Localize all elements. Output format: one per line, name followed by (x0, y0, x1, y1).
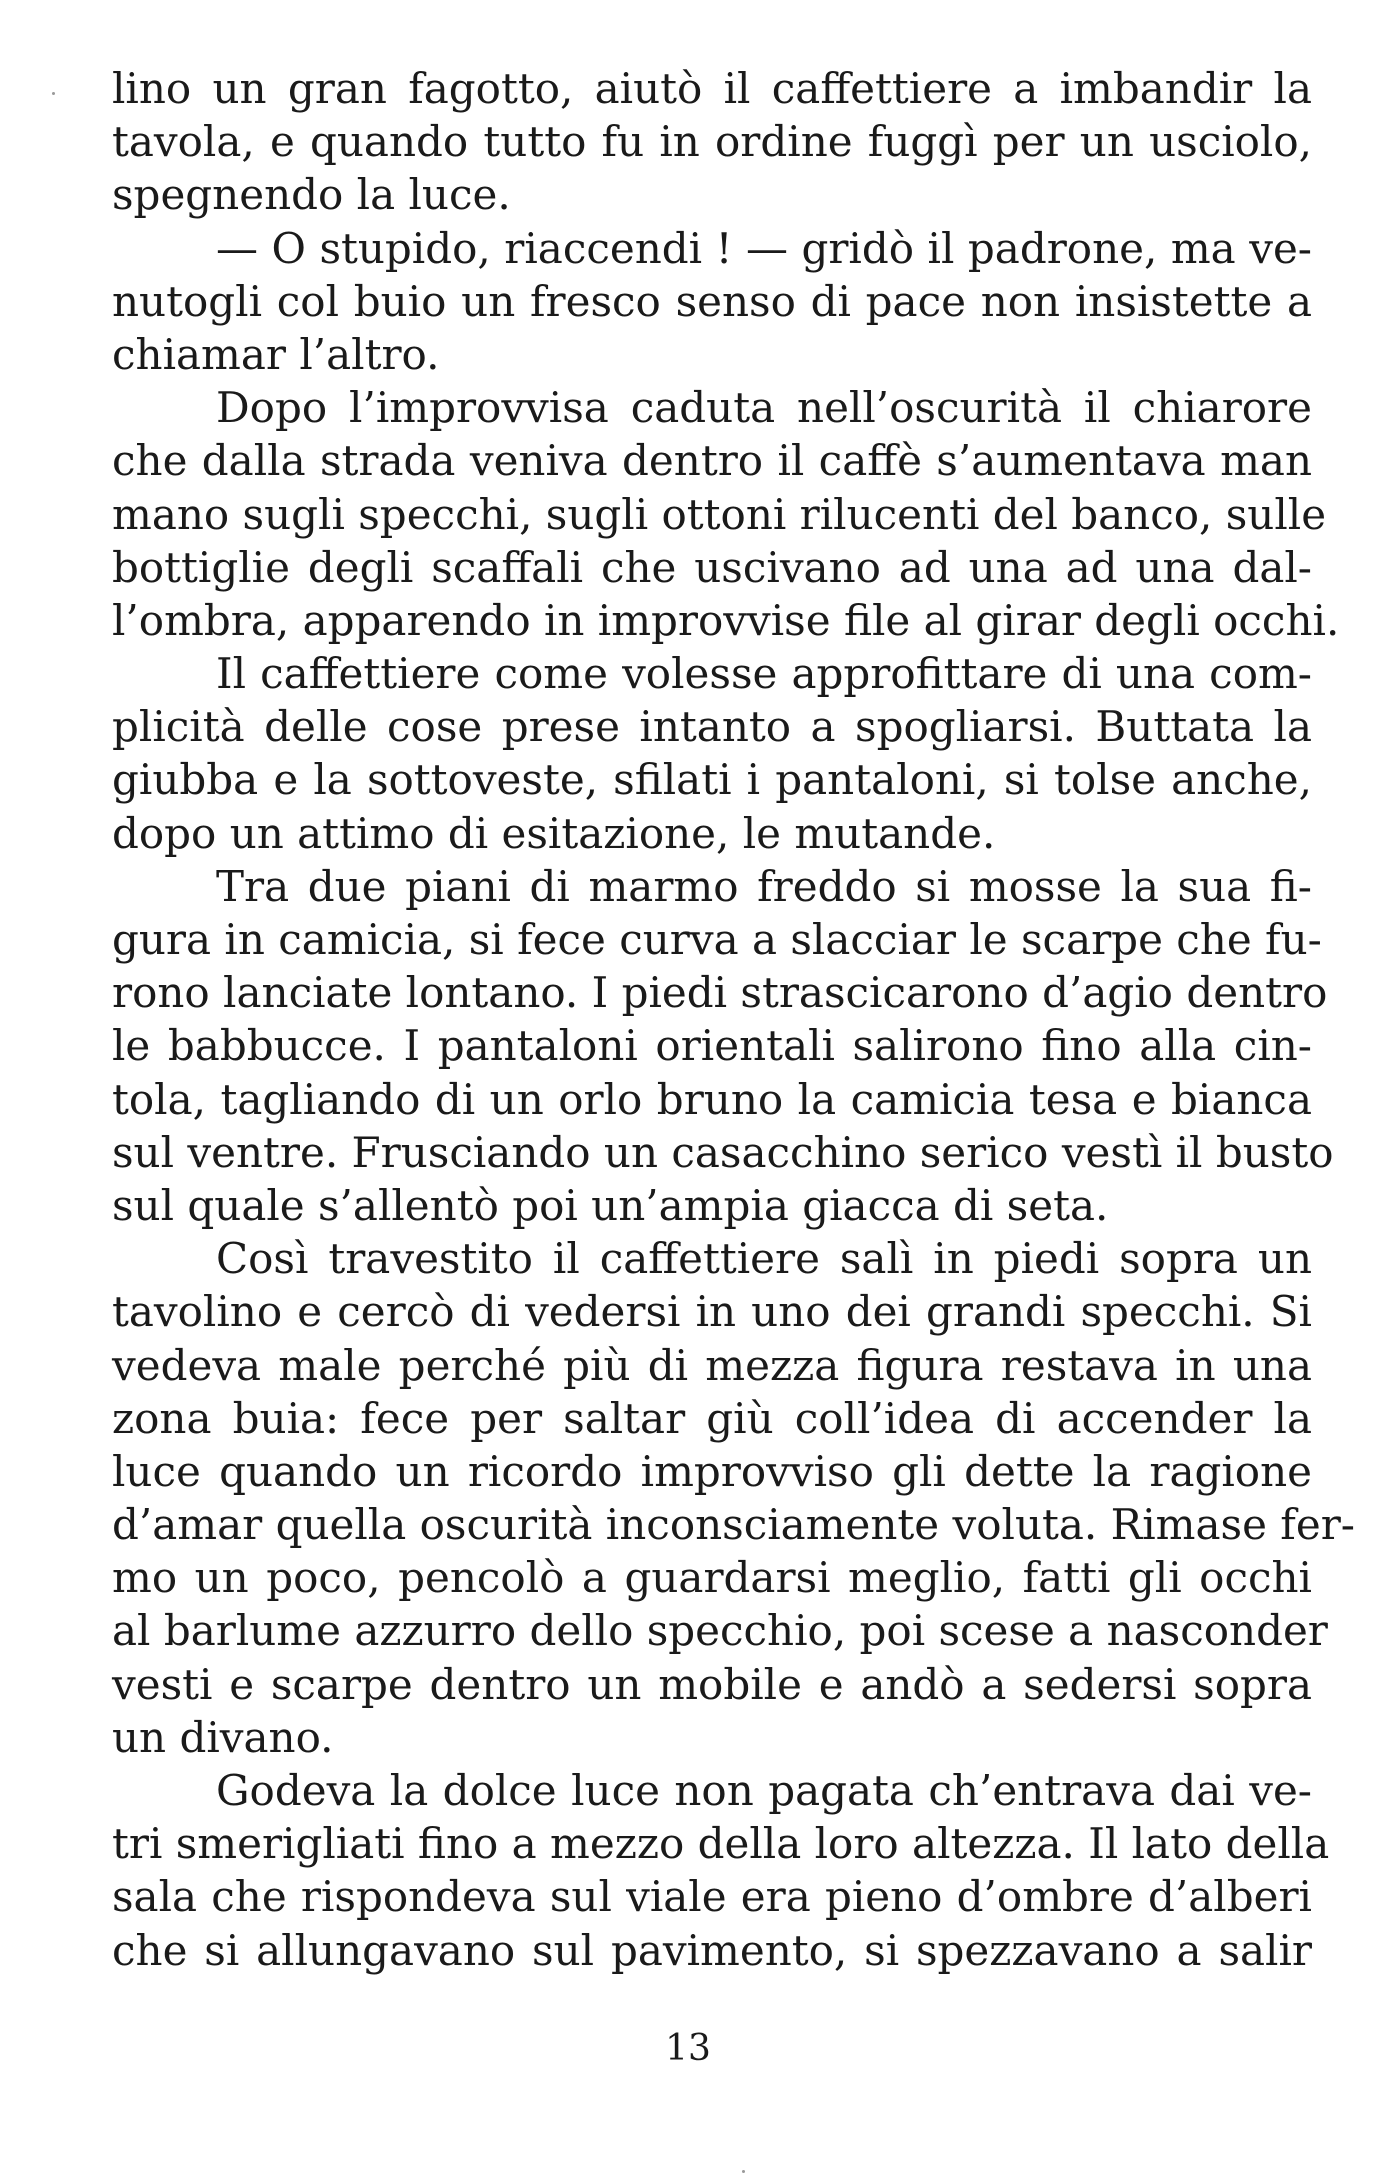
text-line (112, 222, 1312, 275)
text-line-content: mano sugli specchi, sugli ottoni rilucenti del banco, sulle (112, 489, 1327, 539)
body-text (112, 62, 1355, 1977)
text-line (112, 275, 1312, 328)
text-line (112, 807, 1312, 860)
text-line (112, 1870, 1312, 1923)
text-line-content: giubba e la sottoveste, sfilati i pantaloni, si tolse anche, (112, 755, 1312, 805)
text-line-content: chiamar l’altro. (112, 329, 440, 379)
text-line-content: dopo un attimo di esitazione, le mutande. (112, 808, 996, 858)
text-line (112, 1658, 1312, 1711)
text-line (112, 1019, 1312, 1072)
text-line (112, 753, 1312, 806)
text-line (112, 913, 1322, 966)
text-line (112, 1764, 1312, 1817)
text-line (112, 1445, 1312, 1498)
text-line (112, 1817, 1330, 1870)
text-line (112, 1498, 1355, 1551)
text-line (112, 1392, 1312, 1445)
text-line (112, 860, 1312, 913)
text-line-content: tri smerigliati fino a mezzo della loro altezza. Il lato della (112, 1819, 1330, 1869)
text-line (112, 700, 1312, 753)
text-line (112, 1232, 1312, 1285)
text-line-content: Il caffettiere come volesse approfittare di una com- (216, 649, 1312, 699)
text-line (112, 1126, 1334, 1179)
text-line-content: l’ombra, apparendo in improvvise file al girar degli occhi. (112, 595, 1340, 645)
text-line (112, 541, 1312, 594)
text-line-content: bottiglie degli scaffali che uscivano ad una ad una dal- (112, 542, 1312, 592)
text-line-content: plicità delle cose prese intanto a spogliarsi. Buttata la (112, 702, 1312, 752)
text-line-content: tola, tagliando di un orlo bruno la camicia tesa e bianca (112, 1074, 1312, 1124)
text-line-content: luce quando un ricordo improvviso gli dette la ragione (112, 1446, 1312, 1496)
text-line (112, 1179, 1312, 1232)
text-line (112, 1073, 1312, 1126)
text-line-content: le babbucce. I pantaloni orientali salirono fino alla cin- (112, 1021, 1312, 1071)
text-line-content: che dalla strada veniva dentro il caffè s’aumentava man (112, 436, 1312, 486)
text-line-content: Tra due piani di marmo freddo si mosse la sua fi- (216, 861, 1312, 911)
text-line (112, 1924, 1312, 1977)
text-line-content: spegnendo la luce. (112, 170, 511, 220)
text-line (112, 1551, 1312, 1604)
text-line-content: rono lanciate lontano. I piedi strascicarono d’agio dentro (112, 968, 1328, 1018)
page-number: 13 (665, 2028, 711, 2069)
text-line-content: che si allungavano sul pavimento, si spezzavano a salir (112, 1925, 1312, 1975)
text-line-content: sul quale s’allentò poi un’ampia giacca di seta. (112, 1180, 1109, 1230)
text-line-content: Godeva la dolce luce non pagata ch’entrava dai ve- (216, 1766, 1312, 1815)
text-line (112, 434, 1312, 487)
text-line-content: tavolino e cercò di vedersi in uno dei grandi specchi. Si (112, 1287, 1312, 1337)
text-line-content: d’amar quella oscurità inconsciamente voluta. Rimase fer- (112, 1500, 1355, 1550)
text-line-content: sala che rispondeva sul viale era pieno d’ombre d’alberi (112, 1872, 1312, 1922)
text-line (112, 1604, 1328, 1657)
text-line (112, 647, 1312, 700)
text-line-content: gura in camicia, si fece curva a slacciar le scarpe che fu- (112, 915, 1322, 964)
text-line (112, 328, 1312, 381)
text-line (112, 381, 1312, 434)
text-line-content: al barlume azzurro dello specchio, poi scese a nasconder (112, 1606, 1328, 1656)
text-line (112, 594, 1340, 647)
text-line (112, 966, 1328, 1019)
text-line-content: vesti e scarpe dentro un mobile e andò a sedersi sopra (112, 1659, 1312, 1709)
text-line (112, 168, 1312, 221)
text-line (112, 62, 1312, 115)
text-line (112, 115, 1312, 168)
text-line (112, 1339, 1312, 1392)
text-line-content: mo un poco, pencolò a guardarsi meglio, fatti gli occhi (112, 1553, 1312, 1603)
text-line-content: zona buia: fece per saltar giù coll’idea di accender la (112, 1393, 1312, 1443)
text-line (112, 488, 1327, 541)
text-line-content: lino un gran fagotto, aiutò il caffettiere a imbandir la (112, 64, 1312, 113)
text-line (112, 1285, 1312, 1338)
text-line-content: vedeva male perché più di mezza figura restava in una (112, 1340, 1312, 1390)
text-line-content: sul ventre. Frusciando un casacchino serico vestì il busto (112, 1127, 1334, 1177)
text-line-content: nutogli col buio un fresco senso di pace non insistette a (112, 276, 1312, 326)
text-line-content: — O stupido, riaccendi ! — gridò il padrone, ma ve- (216, 223, 1312, 273)
text-line-content: Dopo l’improvvisa caduta nell’oscurità il chiarore (216, 383, 1312, 433)
text-line-content: tavola, e quando tutto fu in ordine fuggì per un usciolo, (112, 117, 1312, 167)
text-line-content: Così travestito il caffettiere salì in piedi sopra un (216, 1234, 1312, 1284)
text-line (112, 1711, 1312, 1764)
paper-speck (52, 92, 55, 95)
paper-speck (742, 2170, 745, 2173)
text-line-content: un divano. (112, 1712, 334, 1762)
